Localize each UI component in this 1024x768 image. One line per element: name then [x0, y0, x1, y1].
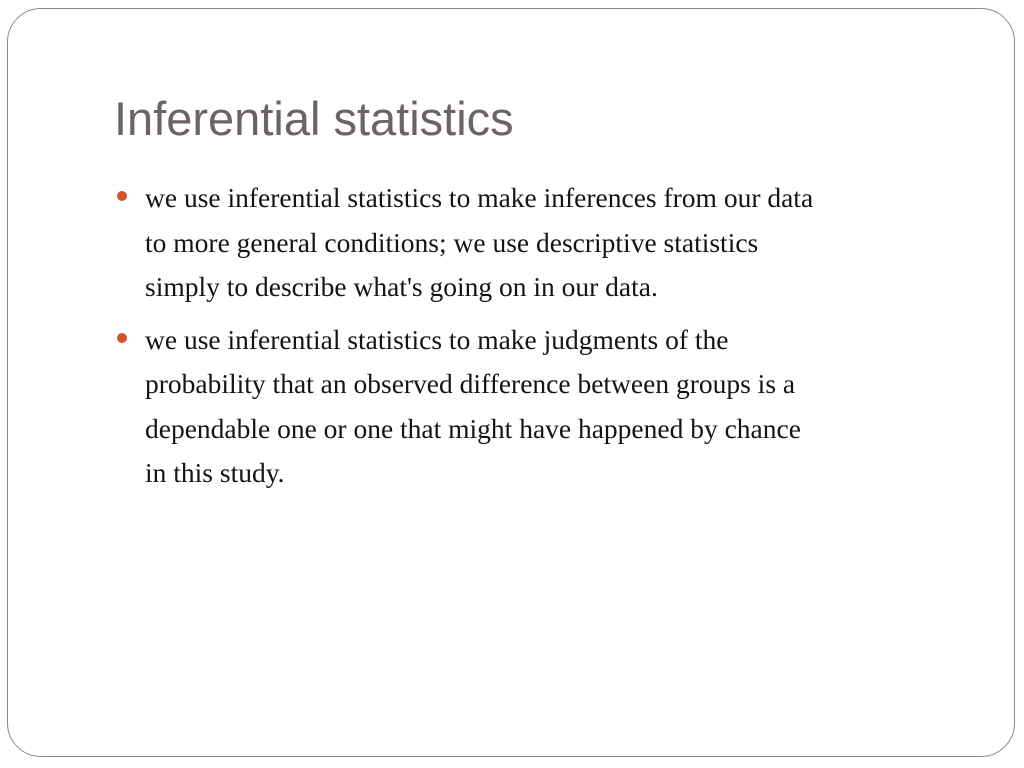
bullet-line: in this study.	[145, 457, 285, 488]
bullet-dot-icon	[117, 191, 127, 201]
bullet-list	[114, 176, 964, 504]
bullet-line: we use inferential statistics to make judgments of the	[145, 323, 729, 355]
bullet-line: dependable one or one that might have happened by chance	[145, 412, 801, 444]
bullet-line: probability that an observed difference between groups is a	[145, 368, 796, 399]
bullet-dot-icon	[117, 333, 127, 343]
bullet-item	[114, 318, 964, 496]
bullet-line: we use inferential statistics to make inferences from our data	[145, 182, 814, 213]
bullet-item	[114, 176, 964, 310]
bullet-line: simply to describe what's going on in our data.	[145, 271, 658, 302]
bullet-line: to more general conditions; we use descriptive statistics	[145, 226, 759, 258]
slide-frame	[7, 8, 1015, 757]
slide-title: Inferential statistics	[114, 92, 514, 145]
